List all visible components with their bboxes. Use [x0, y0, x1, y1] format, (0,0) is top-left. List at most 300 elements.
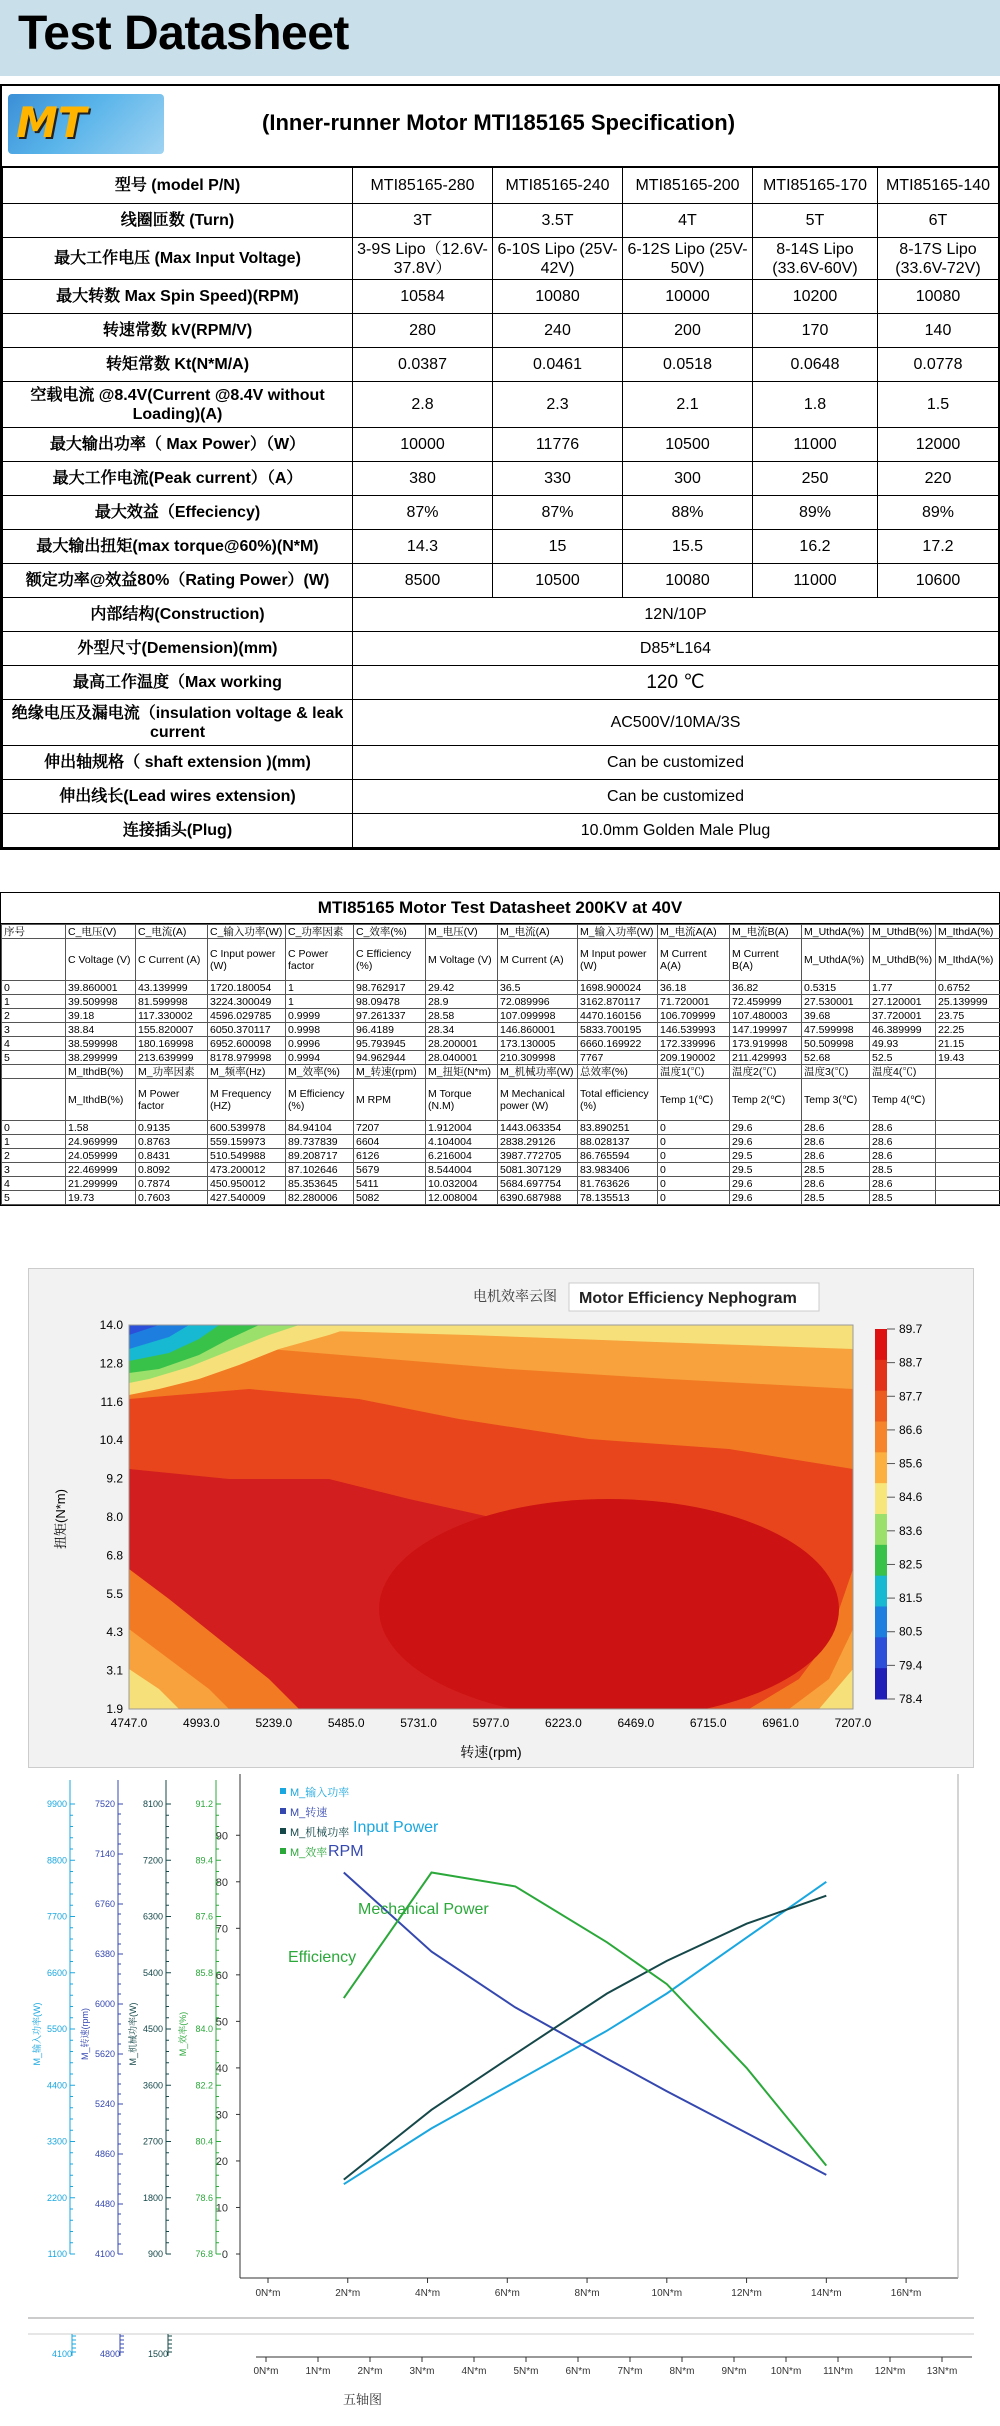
spec-label: 连接插头(Plug)	[3, 814, 353, 848]
aux-tick-label: 4500	[143, 2024, 163, 2034]
data-cell: 28.5	[802, 1191, 870, 1205]
aux-tick-label: 85.8	[195, 1968, 213, 1978]
data-cell: C Current (A)	[136, 939, 208, 981]
spec-value: 330	[493, 462, 623, 496]
x-tick-label: 0N*m	[255, 2288, 280, 2299]
data-cell: 0.9135	[136, 1121, 208, 1135]
data-cell: M_电流B(A)	[730, 925, 802, 939]
data-cell: 107.099998	[498, 1009, 578, 1023]
data-cell: 47.599998	[802, 1023, 870, 1037]
data-cell: 6050.370117	[208, 1023, 286, 1037]
spec-label: 最高工作温度（Max working	[3, 666, 353, 700]
x-tick-label: 16N*m	[891, 2288, 922, 2299]
data-cell: 总效率(%)	[578, 1065, 658, 1079]
aux-tick-label: 8800	[47, 1855, 67, 1865]
data-cell: 1	[286, 995, 354, 1009]
bottom-tick-label: 11N*m	[823, 2366, 853, 2377]
spec-label: 最大工作电流(Peak current）（A）	[3, 462, 353, 496]
data-cell: 10.032004	[426, 1177, 498, 1191]
data-cell: 49.93	[870, 1037, 936, 1051]
x-tick-label: 6223.0	[545, 1716, 582, 1730]
data-cell: M_功率因素	[136, 1065, 208, 1079]
data-cell: M_IthdA(%)	[936, 925, 1000, 939]
spec-value: 1.8	[753, 382, 878, 428]
aux-tick-label: 7700	[47, 1912, 67, 1922]
data-cell: 21.15	[936, 1037, 1000, 1051]
data-cell: 83.890251	[578, 1121, 658, 1135]
aux-axis-label: M_转速(rpm)	[79, 2008, 90, 2060]
test-datasheet-title: MTI85165 Motor Test Datasheet 200KV at 40V	[1, 893, 999, 924]
data-cell: 29.6	[730, 1121, 802, 1135]
data-cell: 28.200001	[426, 1037, 498, 1051]
data-cell	[936, 1163, 1000, 1177]
data-cell: 98.762917	[354, 981, 426, 995]
aux-tick-label: 4860	[95, 2149, 115, 2159]
data-cell: M_UthdB(%)	[870, 939, 936, 981]
y-tick-label: 12.8	[100, 1356, 124, 1370]
data-cell: 1.77	[870, 981, 936, 995]
data-cell: C Power factor	[286, 939, 354, 981]
data-cell: 0	[2, 1121, 66, 1135]
data-cell: 211.429993	[730, 1051, 802, 1065]
nephogram-x-ticks	[111, 1716, 872, 1730]
data-cell: 0.9996	[286, 1037, 354, 1051]
spec-value: 0.0648	[753, 348, 878, 382]
spec-value: 380	[353, 462, 493, 496]
spec-row-shared	[3, 780, 999, 814]
data-cell: 36.18	[658, 981, 730, 995]
table-row	[2, 1149, 1000, 1163]
data-cell: 36.82	[730, 981, 802, 995]
spec-value: 89%	[753, 496, 878, 530]
data-cell: 28.58	[426, 1009, 498, 1023]
aux-tick-label: 6760	[95, 1899, 115, 1909]
data-cell: M Frequency (HZ)	[208, 1079, 286, 1121]
data-cell: 3	[2, 1023, 66, 1037]
bottom-tick-label: 0N*m	[253, 2366, 278, 2377]
spec-value: 2.3	[493, 382, 623, 428]
data-cell: 12.008004	[426, 1191, 498, 1205]
spec-row-shared	[3, 700, 999, 746]
data-cell: 0	[658, 1163, 730, 1177]
data-cell: 7207	[354, 1121, 426, 1135]
spec-value: 10000	[353, 428, 493, 462]
aux-axis-label: M_效率(%)	[177, 2012, 188, 2057]
spec-label: 外型尺寸(Demension)(mm)	[3, 632, 353, 666]
data-cell: 0.6752	[936, 981, 1000, 995]
aux-tick-label: 87.6	[195, 1912, 213, 1922]
y-tick-label: 40	[216, 2063, 228, 2075]
spec-value: 0.0778	[878, 348, 999, 382]
data-cell: 147.199997	[730, 1023, 802, 1037]
data-cell: M_IthdA(%)	[936, 939, 1000, 981]
data-cell: 28.34	[426, 1023, 498, 1037]
y-tick-label: 30	[216, 2109, 228, 2121]
data-cell: 28.5	[870, 1191, 936, 1205]
data-cell: M_UthdB(%)	[870, 925, 936, 939]
data-cell	[936, 1065, 1000, 1079]
legend-swatch	[875, 1360, 887, 1391]
spec-row	[3, 348, 999, 382]
table-row	[2, 1023, 1000, 1037]
aux-tick-label: 5400	[143, 1968, 163, 1978]
spec-value: 10600	[878, 564, 999, 598]
legend-swatch	[280, 1808, 286, 1814]
spec-shared-value: AC500V/10MA/3S	[353, 700, 999, 746]
spec-row-shared	[3, 746, 999, 780]
data-cell: 6.216004	[426, 1149, 498, 1163]
spec-value: 10000	[623, 280, 753, 314]
spec-row	[3, 496, 999, 530]
y-tick-label: 70	[216, 1923, 228, 1935]
data-cell: 81.763626	[578, 1177, 658, 1191]
data-cell: 28.6	[870, 1121, 936, 1135]
five-axis-svg	[28, 1774, 974, 2421]
legend-value: 82.5	[899, 1557, 923, 1571]
data-cell: 71.720001	[658, 995, 730, 1009]
data-cell: 39.860001	[66, 981, 136, 995]
legend-value: 83.6	[899, 1524, 923, 1538]
data-cell: 0.8763	[136, 1135, 208, 1149]
spec-value: 15.5	[623, 530, 753, 564]
spec-row-shared	[3, 666, 999, 700]
data-cell: 温度3(℃)	[802, 1065, 870, 1079]
legend-entry: M_机械功率	[290, 1825, 349, 1839]
spec-row	[3, 428, 999, 462]
y-tick-label: 1.9	[106, 1702, 123, 1716]
spec-value: 300	[623, 462, 753, 496]
data-cell: 8.544004	[426, 1163, 498, 1177]
data-cell: Total efficiency (%)	[578, 1079, 658, 1121]
spec-label: 最大转数 Max Spin Speed)(RPM)	[3, 280, 353, 314]
data-cell: 38.599998	[66, 1037, 136, 1051]
data-cell: M Voltage (V)	[426, 939, 498, 981]
data-cell: 3162.870117	[578, 995, 658, 1009]
data-cell: M_IthdB(%)	[66, 1079, 136, 1121]
bottom-tick-label: 4N*m	[461, 2366, 486, 2377]
data-cell: 2838.29126	[498, 1135, 578, 1149]
data-cell: 0.7874	[136, 1177, 208, 1191]
data-cell: 3987.772705	[498, 1149, 578, 1163]
spec-row	[3, 564, 999, 598]
aux-tick-label: 3600	[143, 2080, 163, 2090]
data-cell: 0	[658, 1191, 730, 1205]
legend-value: 78.4	[899, 1692, 923, 1706]
data-cell: 82.280006	[286, 1191, 354, 1205]
chart-bg	[28, 1774, 974, 2421]
legend-value: 81.5	[899, 1591, 923, 1605]
aux-tick-label: 4480	[95, 2199, 115, 2209]
data-cell: 94.962944	[354, 1051, 426, 1065]
aux-tick-label: 6000	[95, 1999, 115, 2009]
legend-swatch	[875, 1483, 887, 1514]
bottom-tick-label: 12N*m	[875, 2366, 906, 2377]
data-cell: 28.6	[802, 1121, 870, 1135]
aux-tick-label: 7520	[95, 1799, 115, 1809]
y-tick-label: 8.0	[106, 1510, 123, 1524]
data-cell: 5684.697754	[498, 1177, 578, 1191]
data-cell: 38.84	[66, 1023, 136, 1037]
legend-swatch	[280, 1848, 286, 1854]
legend-value: 79.4	[899, 1658, 923, 1672]
page-header	[0, 0, 1000, 76]
table-row	[2, 1191, 1000, 1205]
spec-row	[3, 204, 999, 238]
data-cell: 0.8092	[136, 1163, 208, 1177]
data-cell: 28.5	[870, 1163, 936, 1177]
data-cell: 0	[658, 1121, 730, 1135]
header-row-cn	[2, 1065, 1000, 1079]
data-cell: 81.599998	[136, 995, 208, 1009]
spec-value: 3.5T	[493, 204, 623, 238]
x-tick-label: 5731.0	[400, 1716, 437, 1730]
y-tick-label: 5.5	[106, 1587, 123, 1601]
table-row	[2, 1177, 1000, 1191]
data-cell: 43.139999	[136, 981, 208, 995]
aux-tick-label: 6380	[95, 1949, 115, 1959]
data-cell: 27.530001	[802, 995, 870, 1009]
data-cell: M_IthdB(%)	[66, 1065, 136, 1079]
spec-value: 10080	[493, 280, 623, 314]
data-cell: 98.09478	[354, 995, 426, 1009]
series-annotation: RPM	[328, 1843, 364, 1860]
spec-value: 220	[878, 462, 999, 496]
spec-value: 3T	[353, 204, 493, 238]
spec-label: 最大输出扭矩(max torque@60%)(N*M)	[3, 530, 353, 564]
table-row	[2, 1135, 1000, 1149]
spec-shared-value: 10.0mm Golden Male Plug	[353, 814, 999, 848]
table-row	[2, 995, 1000, 1009]
test-datasheet	[0, 892, 1000, 1206]
spec-row-shared	[3, 598, 999, 632]
aux-tick-label: 3300	[47, 2137, 67, 2147]
nephogram-legend	[875, 1322, 923, 1706]
spec-label: 额定功率@效益80%（Rating Power）(W)	[3, 564, 353, 598]
nephogram-title-cn: 电机效率云图	[473, 1288, 557, 1304]
spec-title: (Inner-runner Motor MTI185165 Specification)	[262, 110, 735, 136]
efficiency-nephogram	[28, 1268, 974, 1768]
x-tick-label: 4N*m	[415, 2288, 440, 2299]
aux-tick-label: 4400	[47, 2080, 67, 2090]
x-tick-label: 6961.0	[762, 1716, 799, 1730]
x-tick-label: 10N*m	[652, 2288, 683, 2299]
data-cell	[936, 1191, 1000, 1205]
aux-tick-label: 900	[148, 2249, 163, 2259]
test-data-table	[1, 924, 1000, 1205]
data-cell: 28.5	[802, 1163, 870, 1177]
data-cell: 36.5	[498, 981, 578, 995]
spec-label: 最大输出功率（ Max Power）（W）	[3, 428, 353, 462]
spec-value: 88%	[623, 496, 753, 530]
data-cell: M Mechanical power (W)	[498, 1079, 578, 1121]
spec-value: 8-17S Lipo (33.6V-72V)	[878, 238, 999, 280]
data-cell: 0.9998	[286, 1023, 354, 1037]
spec-label: 最大效益（Effeciency)	[3, 496, 353, 530]
nephogram-plot	[129, 1325, 853, 1719]
legend-swatch	[875, 1545, 887, 1576]
data-cell: M_电压(V)	[426, 925, 498, 939]
spec-value: 2.8	[353, 382, 493, 428]
data-cell: 155.820007	[136, 1023, 208, 1037]
header-row-en	[2, 1079, 1000, 1121]
x-tick-label: 4993.0	[183, 1716, 220, 1730]
aux-tick-label: 7140	[95, 1849, 115, 1859]
spec-value: 3-9S Lipo（12.6V-37.8V）	[353, 238, 493, 280]
x-tick-label: 5485.0	[328, 1716, 365, 1730]
data-cell: M_频率(Hz)	[208, 1065, 286, 1079]
spec-table	[0, 84, 1000, 850]
data-cell: C_效率(%)	[354, 925, 426, 939]
data-cell: 25.139999	[936, 995, 1000, 1009]
spec-value: 10500	[623, 428, 753, 462]
data-cell: 50.509998	[802, 1037, 870, 1051]
spec-label: 型号 (model P/N)	[3, 168, 353, 204]
aux-tick-label: 7200	[143, 1855, 163, 1865]
data-cell: 427.540009	[208, 1191, 286, 1205]
data-cell: M Efficiency (%)	[286, 1079, 354, 1121]
data-cell: 5679	[354, 1163, 426, 1177]
spec-shared-value: 120 ℃	[353, 666, 999, 700]
data-cell: 29.6	[730, 1135, 802, 1149]
spec-model: MTI85165-280	[353, 168, 493, 204]
bottom-tick-label: 1N*m	[305, 2366, 330, 2377]
data-cell: 5833.700195	[578, 1023, 658, 1037]
spec-value: 12000	[878, 428, 999, 462]
data-cell: 5411	[354, 1177, 426, 1191]
spec-value: 250	[753, 462, 878, 496]
data-cell: 72.459999	[730, 995, 802, 1009]
data-cell: 3224.300049	[208, 995, 286, 1009]
data-cell: 89.208717	[286, 1149, 354, 1163]
data-cell: M_扭矩(N*m)	[426, 1065, 498, 1079]
data-cell: 29.42	[426, 981, 498, 995]
data-cell	[2, 939, 66, 981]
data-cell: 29.5	[730, 1149, 802, 1163]
data-cell: Temp 4(℃)	[870, 1079, 936, 1121]
data-cell: C Efficiency (%)	[354, 939, 426, 981]
spec-value: 87%	[493, 496, 623, 530]
data-cell: 0.5315	[802, 981, 870, 995]
data-cell: 96.4189	[354, 1023, 426, 1037]
data-cell: 85.353645	[286, 1177, 354, 1191]
data-cell: 106.709999	[658, 1009, 730, 1023]
spec-value: 2.1	[623, 382, 753, 428]
data-cell: 0.9994	[286, 1051, 354, 1065]
data-cell: M RPM	[354, 1079, 426, 1121]
aux-axis-label: M_机械功率(W)	[127, 2003, 138, 2066]
bottom-tick-label: 5N*m	[513, 2366, 538, 2377]
data-cell: 29.5	[730, 1163, 802, 1177]
spec-value: 11000	[753, 564, 878, 598]
data-cell: 1.912004	[426, 1121, 498, 1135]
data-cell: 6126	[354, 1149, 426, 1163]
spec-shared-value: Can be customized	[353, 746, 999, 780]
spec-row	[3, 382, 999, 428]
spec-row	[3, 462, 999, 496]
bottom-tick-label: 13N*m	[927, 2366, 958, 2377]
data-cell: 38.299999	[66, 1051, 136, 1065]
spec-label: 转速常数 kV(RPM/V)	[3, 314, 353, 348]
aux-tick-label: 4100	[52, 2349, 72, 2359]
data-cell: Temp 2(℃)	[730, 1079, 802, 1121]
x-tick-label: 6N*m	[495, 2288, 520, 2299]
spec-value: 10080	[878, 280, 999, 314]
legend-value: 89.7	[899, 1322, 923, 1336]
aux-tick-label: 78.6	[195, 2193, 213, 2203]
y-tick-label: 14.0	[100, 1318, 124, 1332]
data-cell: 4470.160156	[578, 1009, 658, 1023]
spec-value: 1.5	[878, 382, 999, 428]
nephogram-y-label: 扭矩(N*m)	[53, 1489, 68, 1549]
aux-tick-label: 2700	[143, 2137, 163, 2147]
spec-value: 10200	[753, 280, 878, 314]
spec-row	[3, 280, 999, 314]
y-tick-label: 9.2	[106, 1472, 123, 1486]
data-cell: 88.028137	[578, 1135, 658, 1149]
data-cell: 78.135513	[578, 1191, 658, 1205]
aux-tick-label: 4800	[100, 2349, 120, 2359]
spec-value: 0.0387	[353, 348, 493, 382]
data-cell: 173.130005	[498, 1037, 578, 1051]
data-cell: C Voltage (V)	[66, 939, 136, 981]
data-cell: 温度2(℃)	[730, 1065, 802, 1079]
spec-row-model	[3, 168, 999, 204]
data-cell: 86.765594	[578, 1149, 658, 1163]
five-axis-chart	[28, 1774, 974, 2421]
aux-tick-label: 9900	[47, 1799, 67, 1809]
table-row	[2, 1163, 1000, 1177]
data-cell: 97.261337	[354, 1009, 426, 1023]
spec-label: 绝缘电压及漏电流（insulation voltage & leak current	[3, 700, 353, 746]
data-cell: 146.539993	[658, 1023, 730, 1037]
spec-row-shared	[3, 814, 999, 848]
data-cell: 21.299999	[66, 1177, 136, 1191]
data-cell: 510.549988	[208, 1149, 286, 1163]
legend-swatch	[875, 1329, 887, 1360]
spec-label: 空载电流 @8.4V(Current @8.4V without Loading)(A)	[3, 382, 353, 428]
aux-tick-label: 6300	[143, 1912, 163, 1922]
table-row	[2, 1037, 1000, 1051]
data-cell: M_UthdA(%)	[802, 925, 870, 939]
data-cell: M_转速(rpm)	[354, 1065, 426, 1079]
spec-model: MTI85165-170	[753, 168, 878, 204]
x-tick-label: 2N*m	[335, 2288, 360, 2299]
data-cell: 559.159973	[208, 1135, 286, 1149]
data-cell: 209.190002	[658, 1051, 730, 1065]
data-cell: 27.120001	[870, 995, 936, 1009]
header-row-en	[2, 939, 1000, 981]
aux-tick-label: 2200	[47, 2193, 67, 2203]
data-cell: 2	[2, 1149, 66, 1163]
x-tick-label: 7207.0	[835, 1716, 872, 1730]
data-cell: 19.43	[936, 1051, 1000, 1065]
aux-tick-label: 80.4	[195, 2137, 213, 2147]
data-cell: 180.169998	[136, 1037, 208, 1051]
data-cell	[2, 1065, 66, 1079]
x-tick-label: 6715.0	[690, 1716, 727, 1730]
spec-row	[3, 530, 999, 564]
data-cell: 95.793945	[354, 1037, 426, 1051]
data-cell: C_输入功率(W)	[208, 925, 286, 939]
data-cell: M Current (A)	[498, 939, 578, 981]
legend-value: 84.6	[899, 1490, 923, 1504]
data-cell: 4.104004	[426, 1135, 498, 1149]
data-cell: M Power factor	[136, 1079, 208, 1121]
spec-value: 15	[493, 530, 623, 564]
spec-value: 11000	[753, 428, 878, 462]
data-cell: M Input power (W)	[578, 939, 658, 981]
spec-row	[3, 238, 999, 280]
